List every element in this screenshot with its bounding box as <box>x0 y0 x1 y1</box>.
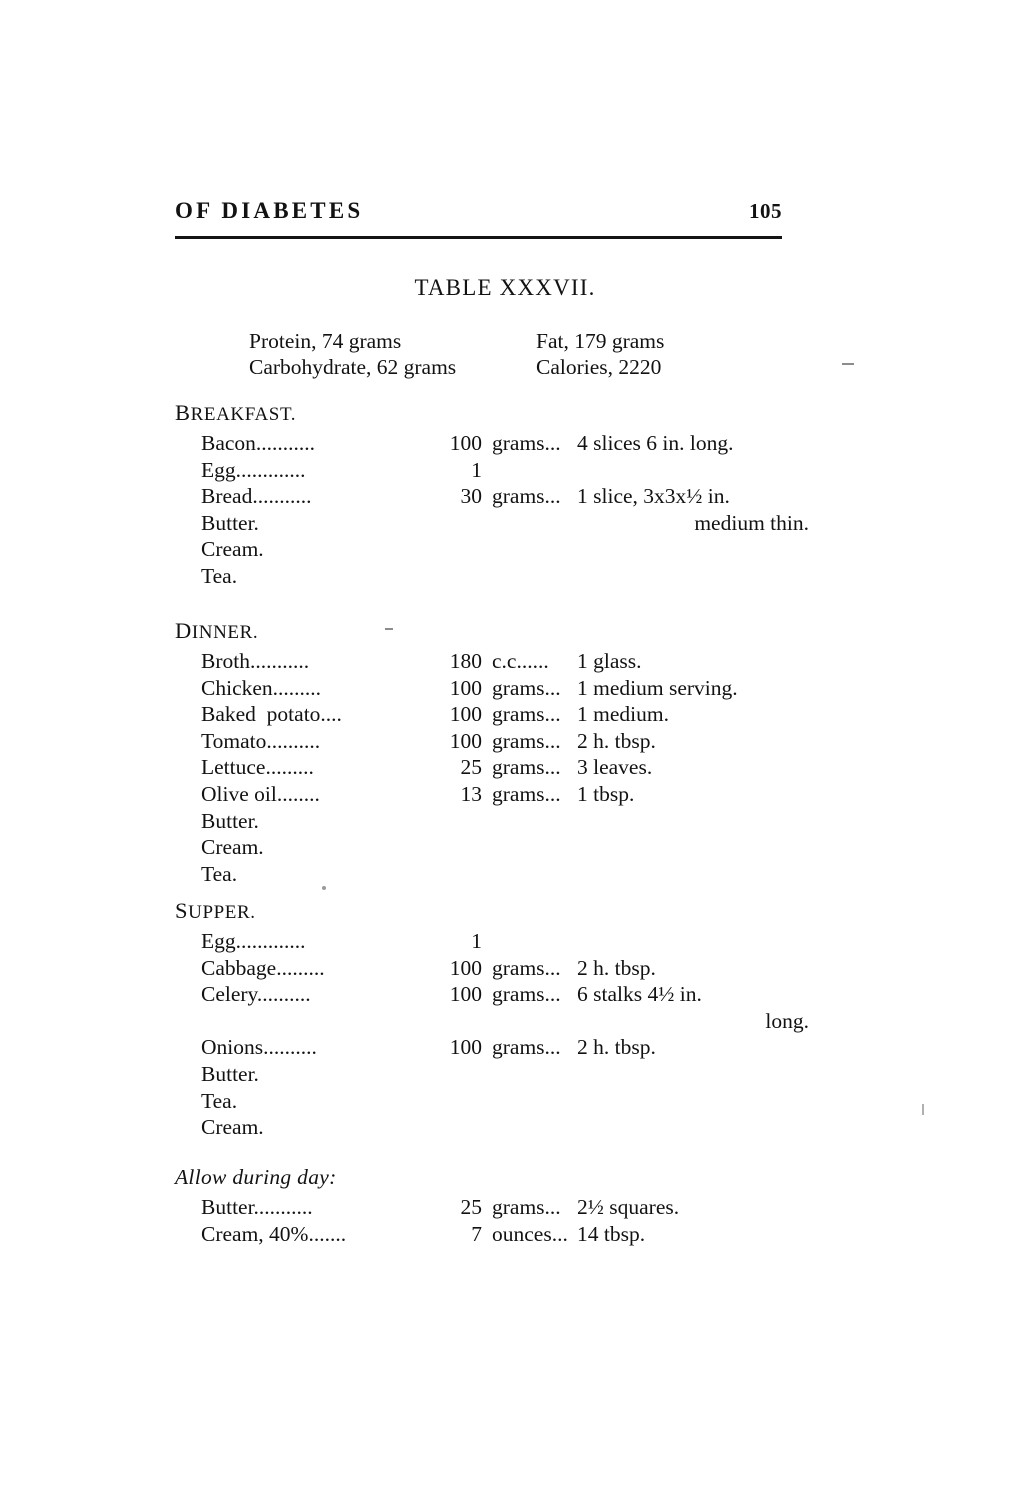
meal-row <box>201 483 815 510</box>
running-head <box>175 198 782 224</box>
meal-row <box>201 430 815 457</box>
row-unit <box>482 928 577 955</box>
row-item: Butter........... <box>201 1195 313 1219</box>
meal-row <box>201 1088 815 1115</box>
carbohydrate-value: Carbohydrate, 62 grams <box>249 355 457 379</box>
row-item: Cream. <box>201 835 264 860</box>
meal-row <box>201 675 815 702</box>
row-desc: 2½ squares. <box>577 1195 680 1219</box>
row-unit: grams... <box>492 675 561 700</box>
row-item: Butter. <box>201 808 259 833</box>
row-desc: 2 h. tbsp. <box>577 955 656 980</box>
meal-title <box>175 618 815 644</box>
meal-row <box>201 955 815 982</box>
row-amount: 100 <box>449 431 482 455</box>
row-desc: 1 medium serving. <box>577 675 738 700</box>
row-amount: 25 <box>460 755 482 780</box>
row-item: Bread........... <box>201 484 312 509</box>
meal-rows <box>175 648 815 887</box>
row-item: Lettuce......... <box>201 755 314 780</box>
row-desc: 1 tbsp. <box>577 781 635 806</box>
row-item: Broth........... <box>201 649 310 673</box>
row-amount: 1 <box>471 929 482 953</box>
row-item: Tea. <box>201 861 238 886</box>
page-number: 105 <box>749 199 782 223</box>
row-amount: 100 <box>449 702 482 727</box>
meal-row <box>201 1034 815 1061</box>
row-item: Baked potato.... <box>201 702 342 727</box>
row-desc: medium thin. <box>694 510 809 535</box>
row-amount: 100 <box>449 955 482 980</box>
meal-title <box>175 400 815 426</box>
row-amount: 180 <box>449 649 482 673</box>
row-item: Egg............. <box>201 929 306 953</box>
meal-row <box>201 563 815 590</box>
row-unit <box>482 457 577 484</box>
meal-section-supper <box>175 898 815 1141</box>
stray-mark <box>922 1104 924 1115</box>
macro-row <box>249 354 796 380</box>
row-item: Tomato.......... <box>201 728 321 753</box>
meal-rows <box>175 430 815 590</box>
meal-row <box>201 928 815 955</box>
allowance-section <box>175 1165 815 1247</box>
meal-row <box>201 981 815 1008</box>
row-unit: grams... <box>492 755 561 780</box>
row-desc: 3 leaves. <box>577 755 653 780</box>
row-unit: grams... <box>492 955 561 980</box>
meal-row <box>201 834 815 861</box>
table-caption: TABLE XXXVII. <box>414 275 596 300</box>
page-title: OF DIABETES <box>175 198 364 223</box>
meal-title-rest: INNER. <box>191 622 259 643</box>
allowance-row <box>201 1221 815 1248</box>
row-amount: 13 <box>460 781 482 806</box>
meal-title-initial: S <box>175 898 189 923</box>
row-unit: grams... <box>492 431 561 455</box>
meal-row <box>201 701 815 728</box>
row-amount: 100 <box>449 675 482 700</box>
row-item: Cream, 40%....... <box>201 1221 347 1246</box>
allowance-title: Allow during day: <box>175 1165 337 1189</box>
calories-value: Calories, 2220 <box>536 355 662 379</box>
row-desc: 2 h. tbsp. <box>577 1035 656 1060</box>
meal-section-dinner <box>175 618 815 887</box>
row-unit: ounces... <box>492 1221 568 1246</box>
meal-row <box>201 457 815 484</box>
meal-title <box>175 898 815 924</box>
row-item: Chicken......... <box>201 675 322 700</box>
meal-title-initial: D <box>175 618 192 643</box>
row-amount: 100 <box>449 982 482 1007</box>
row-item: Bacon........... <box>201 431 316 455</box>
row-item: Onions.......... <box>201 1035 317 1060</box>
meal-row <box>201 1008 815 1035</box>
row-item: Cream. <box>201 537 264 562</box>
row-unit: grams... <box>492 982 561 1007</box>
meal-title-initial: B <box>175 400 191 425</box>
row-item: Celery.......... <box>201 982 311 1007</box>
meal-row <box>201 1061 815 1088</box>
row-amount: 30 <box>460 484 482 509</box>
row-desc: 6 stalks 4½ in. <box>577 982 702 1007</box>
meal-row <box>201 648 815 675</box>
row-item: Butter. <box>201 510 259 535</box>
row-desc: 1 glass. <box>577 649 642 673</box>
row-unit: grams... <box>492 702 561 727</box>
meal-row <box>201 536 815 563</box>
meal-section-breakfast <box>175 400 815 590</box>
meal-row <box>201 754 815 781</box>
meal-row <box>201 728 815 755</box>
row-unit: grams... <box>492 1195 561 1219</box>
meal-row <box>201 1114 815 1141</box>
protein-value: Protein, 74 grams <box>249 329 402 353</box>
allowance-rows <box>175 1194 815 1247</box>
row-amount: 1 <box>471 457 482 482</box>
row-item: Tea. <box>201 563 238 588</box>
row-desc: 2 h. tbsp. <box>577 728 656 753</box>
row-item: Cream. <box>201 1115 264 1140</box>
row-item: Butter. <box>201 1061 259 1086</box>
meal-row <box>201 510 815 537</box>
meal-title-rest: REAKFAST. <box>190 404 297 425</box>
row-unit: c.c...... <box>492 649 549 673</box>
row-desc: 1 medium. <box>577 702 669 727</box>
fat-value: Fat, 179 grams <box>536 329 665 353</box>
meal-title-rest: UPPER. <box>188 902 256 923</box>
meal-row <box>201 808 815 835</box>
row-desc-continuation: long. <box>765 1008 809 1033</box>
meal-row <box>201 861 815 888</box>
meal-row <box>201 781 815 808</box>
macro-summary <box>249 328 796 380</box>
row-desc: 14 tbsp. <box>577 1221 646 1246</box>
row-item: Egg............. <box>201 457 306 482</box>
header-rule <box>175 236 782 239</box>
row-item: Olive oil........ <box>201 781 320 806</box>
meal-rows <box>175 928 815 1141</box>
row-item: Cabbage......... <box>201 955 325 980</box>
macro-row <box>249 328 796 354</box>
row-desc: 1 slice, 3x3x½ in. <box>577 484 730 509</box>
stray-mark <box>842 363 854 365</box>
allowance-row <box>201 1194 815 1221</box>
row-amount: 100 <box>449 1035 482 1060</box>
row-unit: grams... <box>492 484 561 509</box>
row-unit: grams... <box>492 1035 561 1060</box>
row-item: Tea. <box>201 1088 238 1113</box>
row-amount: 25 <box>460 1195 482 1219</box>
row-amount: 100 <box>449 728 482 753</box>
row-unit: grams... <box>492 781 561 806</box>
row-amount: 7 <box>471 1221 482 1246</box>
row-unit: grams... <box>492 728 561 753</box>
row-desc: 4 slices 6 in. long. <box>577 431 734 455</box>
